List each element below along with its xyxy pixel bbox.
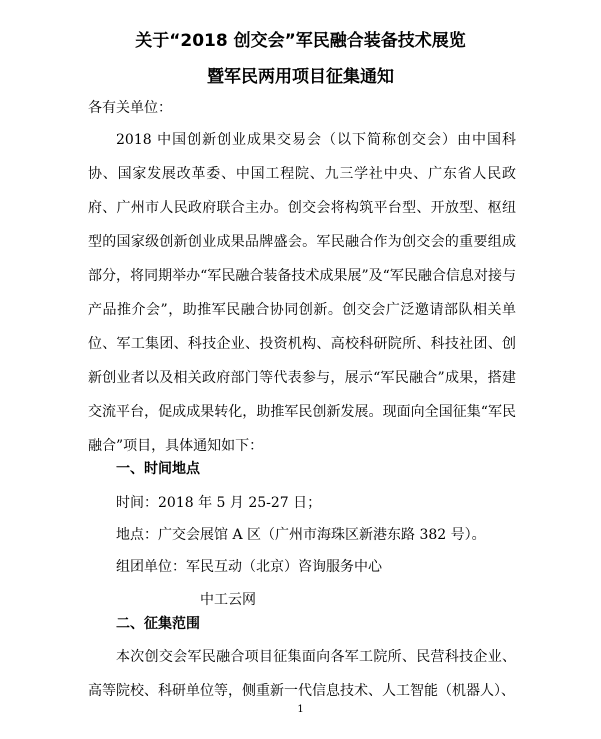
document-title-line-2: 暨军民两用项目征集通知 [207,67,394,87]
document-title-line-1: 关于“2018 创交会”军民融合装备技术展览 [135,31,466,51]
time-line: 时间：2018 年 5 月 25-27 日； [116,495,322,511]
section-heading-scope: 二、征集范围 [116,616,200,632]
place-line: 地点：广交会展馆 A 区（广州市海珠区新港东路 382 号）。 [116,527,486,543]
intro-paragraph: 2018 中国创新创业成果交易会（以下简称创交会）由中国科协、国家发展改革委、中国工程院、九三学社中央、广东省人民政府、广州市人民政府联合主办。创交会将构筑平台型、开放型、枢纽型的国家级创新创业成果品牌盛会。军民融合作为创交会的重要组成部分，将同期举办“军民融合装备技术成果展”及“军民融合信息对接与产品推介会”，助推军民融合协同创新。创交会广泛邀请部队相关单位、军工集团、科技企业、投资机构、高校科研院所、科技社团、创新创业者以及相关政府部门等代表参与，展示“军民融合”成果，搭建交流平台，促成成果转化，助推军民创新发展。现面向全国征集“军民融合”项目，具体通知如下： [88,132,516,454]
organizer-line-2: 中工云网 [200,592,256,608]
scope-paragraph: 本次创交会军民融合项目征集面向各军工院所、民营科技企业、高等院校、科研单位等，侧重新一代信息技术、人工智能（机器人）、 [88,649,516,699]
greeting: 各有关单位： [88,100,172,116]
page-number: 1 [297,704,304,715]
organizer-line: 组团单位：军民互动（北京）咨询服务中心 [116,559,382,575]
section-heading-time-place: 一、时间地点 [116,461,200,477]
